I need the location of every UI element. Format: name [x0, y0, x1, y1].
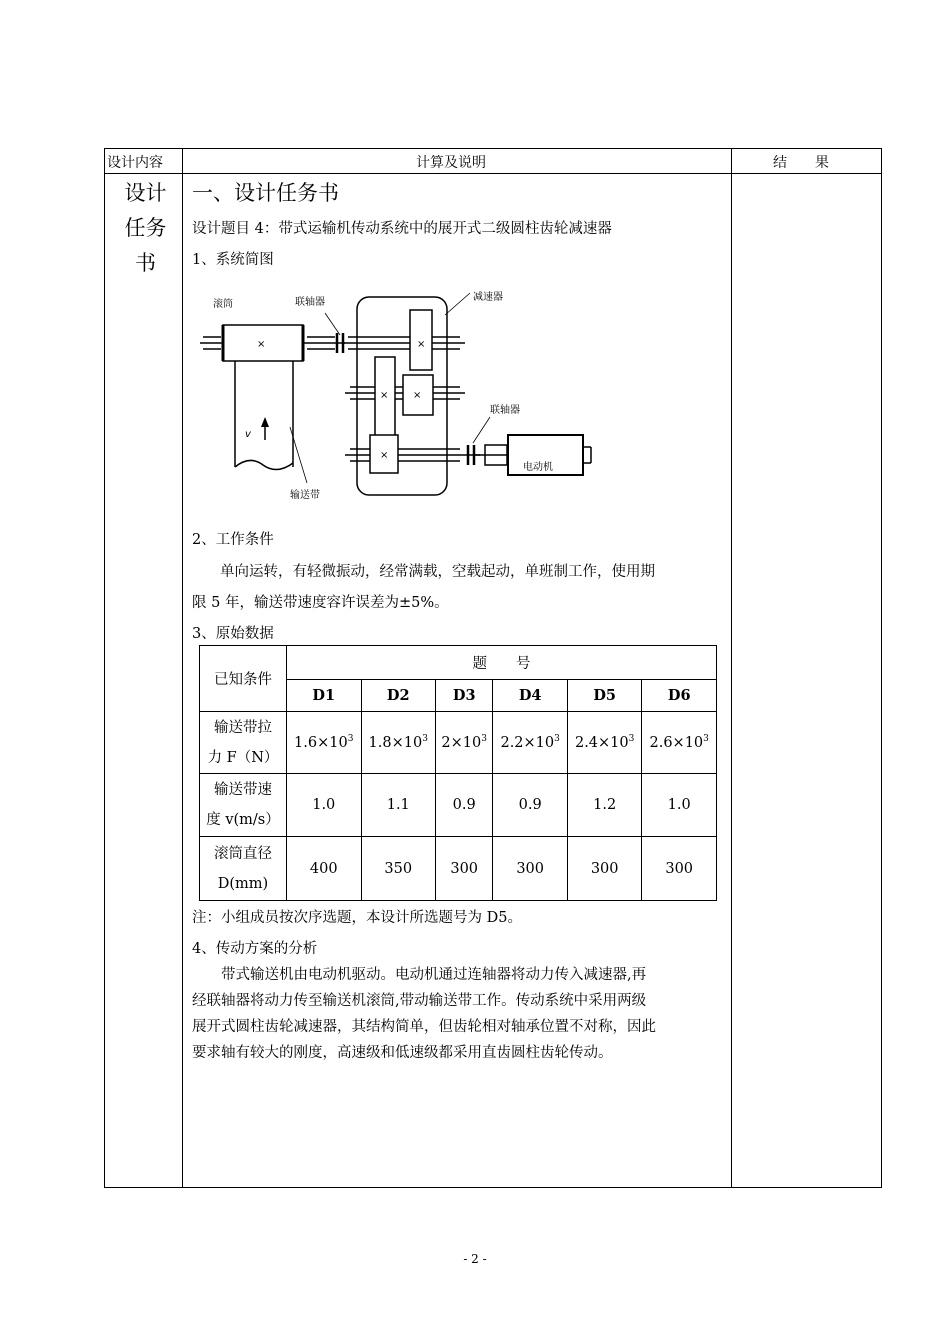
label-reducer: 减速器 [473, 292, 503, 303]
svg-text:×: × [257, 339, 266, 350]
label-coupling-2: 联轴器 [490, 405, 520, 416]
col-header: D3 [436, 680, 493, 712]
analysis-line: 带式输送机由电动机驱动。电动机通过连轴器将动力传入减速器,再 [192, 967, 647, 983]
label-belt: 输送带 [290, 490, 320, 501]
table-corner: 已知条件 [200, 646, 287, 712]
col-header: D6 [642, 680, 717, 712]
col-divider-1 [182, 148, 183, 1188]
table-cell: $1.8\times 10^3$ [361, 712, 436, 774]
row-label-line: 力 F（N） [207, 749, 279, 766]
conditions-line-1: 单向运转，有轻微振动，经常满载，空载起动，单班制工作，使用期 [220, 564, 655, 580]
row-label-line: 输送带拉 [214, 719, 272, 736]
table-cell: $2.2\times 10^3$ [493, 712, 568, 774]
table-row [200, 837, 717, 901]
table-cell: $1.6\times 10^3$ [287, 712, 362, 774]
left-label-line-1: 设计 [124, 181, 167, 205]
left-label-line-2: 任务 [124, 216, 167, 240]
table-cell: 1.0 [642, 774, 717, 837]
table-row [200, 774, 717, 837]
svg-text:×: × [417, 339, 426, 350]
header-design-content: 设计内容 [107, 155, 163, 171]
svg-text:×: × [380, 450, 389, 461]
table-group-header: 题 号 [287, 646, 717, 680]
table-cell: $2.6\times 10^3$ [642, 712, 717, 774]
table-cell: 0.9 [436, 774, 493, 837]
table-cell: 400 [287, 837, 362, 901]
row-label [200, 837, 287, 901]
left-section-label [108, 176, 183, 281]
task-title: 设计题目 4：带式运输机传动系统中的展开式二级圆柱齿轮减速器 [192, 221, 612, 237]
table-row [200, 712, 717, 774]
col-header: D5 [567, 680, 642, 712]
table-cell: 300 [567, 837, 642, 901]
col-header: D1 [287, 680, 362, 712]
table-cell: 1.0 [287, 774, 362, 837]
svg-text:×: × [380, 390, 389, 401]
table-cell: 350 [361, 837, 436, 901]
label-motor: 电动机 [523, 462, 553, 473]
original-data-table [199, 645, 717, 901]
label-coupling-1: 联轴器 [295, 297, 325, 308]
label-velocity: v [245, 429, 251, 440]
subheading-transmission-analysis: 4、传动方案的分析 [192, 941, 318, 957]
analysis-line: 经联轴器将动力传至输送机滚筒,带动输送带工作。传动系统中采用两级 [192, 993, 647, 1009]
header-calc-explanation: 计算及说明 [416, 155, 486, 171]
table-cell: 1.2 [567, 774, 642, 837]
label-drum: 滚筒 [213, 299, 233, 310]
row-label-line: D(mm) [217, 875, 269, 892]
row-label [200, 774, 287, 837]
selection-note: 注：小组成员按次序选题，本设计所选题号为 D5。 [192, 910, 522, 926]
section-title: 一、设计任务书 [192, 181, 339, 205]
header-divider [104, 173, 882, 174]
header-result: 结 果 [773, 155, 829, 171]
row-label-line: 滚筒直径 [214, 845, 272, 862]
col-header: D2 [361, 680, 436, 712]
analysis-line: 展开式圆柱齿轮减速器，其结构简单，但齿轮相对轴承位置不对称，因此 [192, 1019, 656, 1035]
row-label-line: 输送带速 [214, 782, 272, 798]
analysis-line: 要求轴有较大的刚度，高速级和低速级都采用直齿圆柱齿轮传动。 [192, 1045, 613, 1061]
svg-text:×: × [413, 390, 422, 401]
table-cell: $2\times 10^3$ [436, 712, 493, 774]
col-divider-2 [731, 148, 732, 1188]
table-cell: $2.4\times 10^3$ [567, 712, 642, 774]
row-label-line: 度 v(m/s） [206, 812, 280, 828]
table-cell: 300 [493, 837, 568, 901]
system-diagram [195, 285, 605, 510]
subheading-original-data: 3、原始数据 [192, 626, 274, 642]
table-cell: 1.1 [361, 774, 436, 837]
subheading-system-diagram: 1、系统简图 [192, 252, 274, 268]
conditions-line-2: 限 5 年，输送带速度容许误差为±5%。 [192, 595, 449, 611]
table-cell: 0.9 [493, 774, 568, 837]
page-number: - 2 - [463, 1252, 487, 1266]
col-header: D4 [493, 680, 568, 712]
subheading-working-conditions: 2、工作条件 [192, 532, 274, 548]
table-cell: 300 [436, 837, 493, 901]
row-label [200, 712, 287, 774]
table-cell: 300 [642, 837, 717, 901]
left-label-line-3: 书 [135, 251, 156, 275]
analysis-paragraph [192, 962, 722, 1066]
